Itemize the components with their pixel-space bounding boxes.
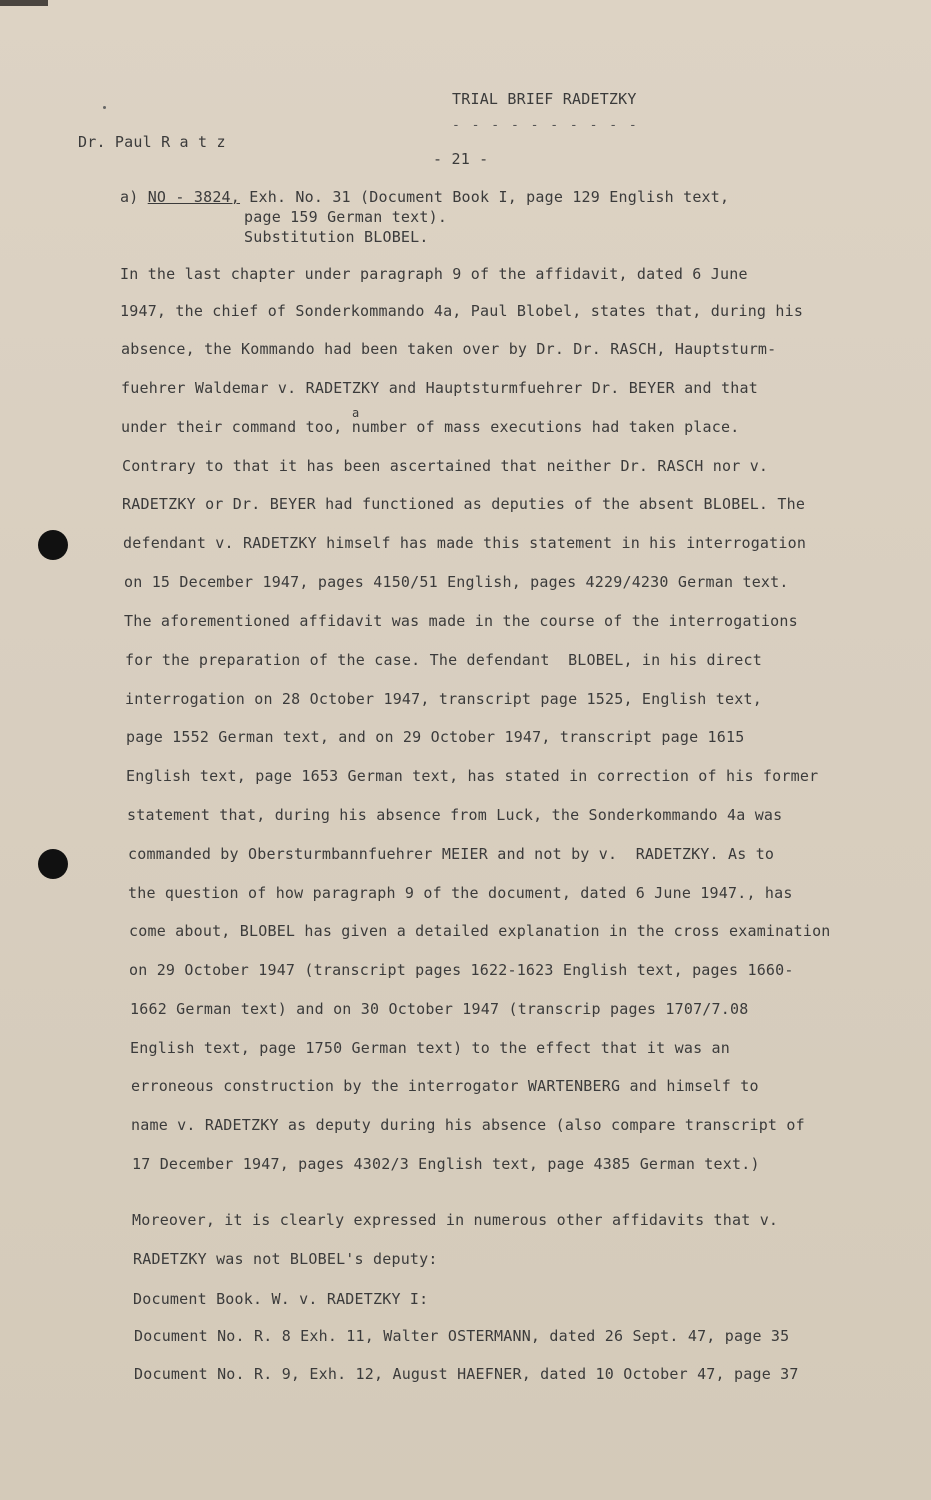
body-line: on 29 October 1947 (transcript pages 1622-1623 English text, pages 1660- xyxy=(129,961,794,979)
speck xyxy=(103,106,106,109)
author-name: Dr. Paul R a t z xyxy=(78,133,226,151)
body-line: commanded by Obersturmbannfuehrer MEIER and not by v. RADETZKY. As to xyxy=(128,845,775,863)
ref-rest: Exh. No. 31 (Document Book I, page 129 English text, xyxy=(240,188,730,206)
reference-line-3: Substitution BLOBEL. xyxy=(244,228,429,246)
ref-prefix: a) xyxy=(120,188,148,206)
body-line: fuehrer Waldemar v. RADETZKY and Hauptsturmfuehrer Dr. BEYER and that xyxy=(121,379,758,397)
document-entry: Document No. R. 8 Exh. 11, Walter OSTERMANN, dated 26 Sept. 47, page 35 xyxy=(134,1327,790,1345)
body-line: The aforementioned affidavit was made in the course of the interrogations xyxy=(124,612,798,630)
body-line: English text, page 1653 German text, has stated in correction of his former xyxy=(126,767,819,785)
body-line: 1662 German text) and on 30 October 1947 (transcrip pages 1707/7.08 xyxy=(130,1000,749,1018)
body-line: 17 December 1947, pages 4302/3 English text, page 4385 German text.) xyxy=(132,1155,760,1173)
body-line: Contrary to that it has been ascertained that neither Dr. RASCH nor v. xyxy=(122,457,769,475)
page-number: - 21 - xyxy=(433,150,489,168)
body-line: English text, page 1750 German text) to the effect that it was an xyxy=(130,1039,730,1057)
document-book-heading: Document Book. W. v. RADETZKY I: xyxy=(133,1290,429,1308)
body-line: absence, the Kommando had been taken over by Dr. Dr. RASCH, Hauptsturm- xyxy=(121,340,777,358)
body-line: Moreover, it is clearly expressed in numerous other affidavits that v. xyxy=(132,1211,779,1229)
body-line: on 15 December 1947, pages 4150/51 English, pages 4229/4230 German text. xyxy=(124,573,789,591)
body-line: statement that, during his absence from Luck, the Sonderkommando 4a was xyxy=(127,806,783,824)
body-line: the question of how paragraph 9 of the document, dated 6 June 1947., has xyxy=(128,884,793,902)
body-line: defendant v. RADETZKY himself has made this statement in his interrogation xyxy=(123,534,807,552)
body-line: RADETZKY or Dr. BEYER had functioned as deputies of the absent BLOBEL. The xyxy=(122,495,806,513)
body-line: name v. RADETZKY as deputy during his absence (also compare transcript of xyxy=(131,1116,805,1134)
ref-document-number: NO - 3824, xyxy=(147,188,241,206)
body-line: for the preparation of the case. The defendant BLOBEL, in his direct xyxy=(125,651,762,669)
body-line: In the last chapter under paragraph 9 of the affidavit, dated 6 June xyxy=(120,265,748,283)
body-line: under their command too, number of mass executions had taken place. xyxy=(121,418,740,436)
body-line: interrogation on 28 October 1947, transcript page 1525, English text, xyxy=(125,690,762,708)
reference-line-2: page 159 German text). xyxy=(244,208,448,226)
reference-line-1 xyxy=(120,188,729,206)
title-underline: - - - - - - - - - - xyxy=(452,118,639,133)
body-line: 1947, the chief of Sonderkommando 4a, Paul Blobel, states that, during his xyxy=(120,302,804,320)
body-line: erroneous construction by the interrogator WARTENBERG and himself to xyxy=(131,1077,759,1095)
punch-hole-bottom xyxy=(38,849,68,879)
body-line: page 1552 German text, and on 29 October 1947, transcript page 1615 xyxy=(126,728,745,746)
corner-mark xyxy=(0,0,48,6)
body-line: come about, BLOBEL has given a detailed explanation in the cross examination xyxy=(129,922,831,940)
document-title: TRIAL BRIEF RADETZKY xyxy=(452,90,637,108)
insertion-mark: a xyxy=(352,406,360,420)
punch-hole-top xyxy=(38,530,68,560)
body-line: RADETZKY was not BLOBEL's deputy: xyxy=(133,1250,438,1268)
document-entry: Document No. R. 9, Exh. 12, August HAEFNER, dated 10 October 47, page 37 xyxy=(134,1365,799,1383)
